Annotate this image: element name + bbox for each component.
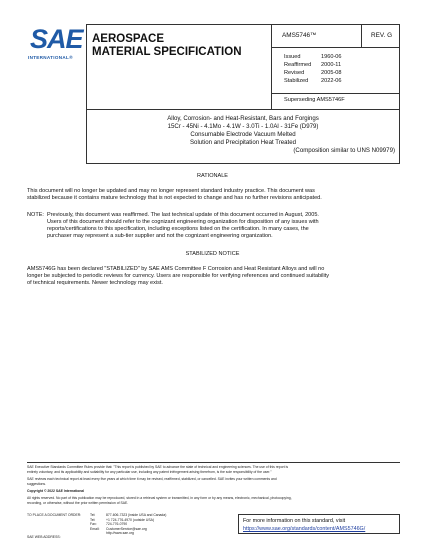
stabilized-body: AMS5746G has been declared "STABILIZED" by SAE AMS Committee F Corrosion and Heat Resistant Alloys and will no longer be subjected to periodic reviews for currency. Users are responsible for verifying references and continued suitability of technical requirements. Newer technology may exist. — [27, 266, 330, 287]
date-stabilized: Stabilized 2022-06 — [284, 78, 342, 84]
revision-label: REV. G — [371, 32, 393, 39]
superseding-text: Superseding AMS5746F — [284, 97, 345, 103]
doc-number-cell — [272, 24, 362, 48]
contact-line: Tel: 877-606-7323 (inside USA and Canada) — [90, 513, 167, 517]
description-box — [86, 110, 400, 164]
doc-type-title — [86, 24, 272, 110]
description-line: Solution and Precipitation Heat Treated — [189, 139, 297, 146]
note-body: Previously, this document was reaffirmed. The last technical update of this document occurred in August, 2005. Users of this document should refer to the cognizant engineering organization for disposition of any issues with reports/certifications to this specification, including exceptions listed on the certification. In many cases, the purchaser may represent a sub-tier supplier and not the cognizant engineering organization. — [47, 212, 319, 240]
footer-disclaimer: SAE Executive Standards Committee Rules provide that: "This report is published by SAE to advance the state of technical and engineering sciences. The use of this report is entirely voluntary, and its applicability and suitability for any particular use, including any patent infringement arising therefrom, is the sole responsibility of the user." — [27, 465, 289, 474]
date-revised: Revised 2005-08 — [284, 70, 342, 76]
web-address-label: SAE WEB ADDRESS: — [27, 535, 61, 539]
contact-line: Email: CustomerService@sae.org — [90, 526, 147, 531]
copyright: Copyright © 2022 SAE International — [27, 489, 85, 493]
sae-logo — [27, 24, 85, 74]
more-info-text: For more information on this standard, visit — [243, 518, 346, 524]
logo-brand: SAE — [30, 24, 83, 54]
revision-cell — [362, 24, 400, 48]
date-reaffirmed: Reaffirmed 2000-11 — [284, 62, 342, 68]
date-issued: Issued 1960-06 — [284, 54, 342, 60]
description-line: 15Cr - 45Ni - 4.1Mo - 4.1W - 3.0Ti - 1.0Al - 31Fe (D979) — [167, 123, 319, 130]
more-info-box — [238, 514, 400, 534]
contact-line: Tel: +1 724-776-4970 (outside USA) — [90, 517, 154, 522]
note-label: NOTE: — [27, 212, 44, 218]
footer-divider — [27, 462, 400, 463]
description-line: (Composition similar to UNS N09979) — [293, 147, 395, 154]
stabilized-heading: STABILIZED NOTICE — [185, 251, 240, 257]
contact-line: Fax: 724-776-0790 — [90, 522, 128, 527]
order-label: TO PLACE A DOCUMENT ORDER: — [27, 513, 82, 517]
description-line: Alloy, Corrosion- and Heat-Resistant, Bars and Forgings — [167, 115, 319, 122]
more-info-link[interactable]: https://www.sae.org/standards/content/AMS5746G/ — [243, 526, 366, 532]
superseding-divider — [272, 93, 400, 94]
title-line-1: AEROSPACE — [92, 33, 164, 45]
logo-tagline: INTERNATIONAL® — [28, 55, 73, 60]
footer-review-note: SAE reviews each technical report at least every five years at which time it may be revised, reaffirmed, stabilized, or cancelled. SAE invites your written comments and suggestions. — [27, 477, 277, 486]
doc-number: AMS5746™ — [282, 32, 317, 39]
title-line-2: MATERIAL SPECIFICATION — [92, 46, 242, 58]
contact-line: http://www.sae.org — [106, 531, 134, 536]
rationale-heading: RATIONALE — [196, 173, 229, 179]
rationale-body: This document will no longer be updated and may no longer represent standard industry practice. This document was stabilized because it contains mature technology that is not expected to change and has no further revisions anticipated. — [27, 188, 322, 202]
rights-reserved: All rights reserved. No part of this publication may be reproduced, stored in a retrieval system or transmitted, in any form or by any means, electronic, mechanical, photocopying, recording, or otherwise, without the prior written permission of SAE. — [27, 496, 292, 505]
description-line: Consumable Electrode Vacuum Melted — [190, 131, 296, 138]
order-contacts — [90, 513, 230, 536]
